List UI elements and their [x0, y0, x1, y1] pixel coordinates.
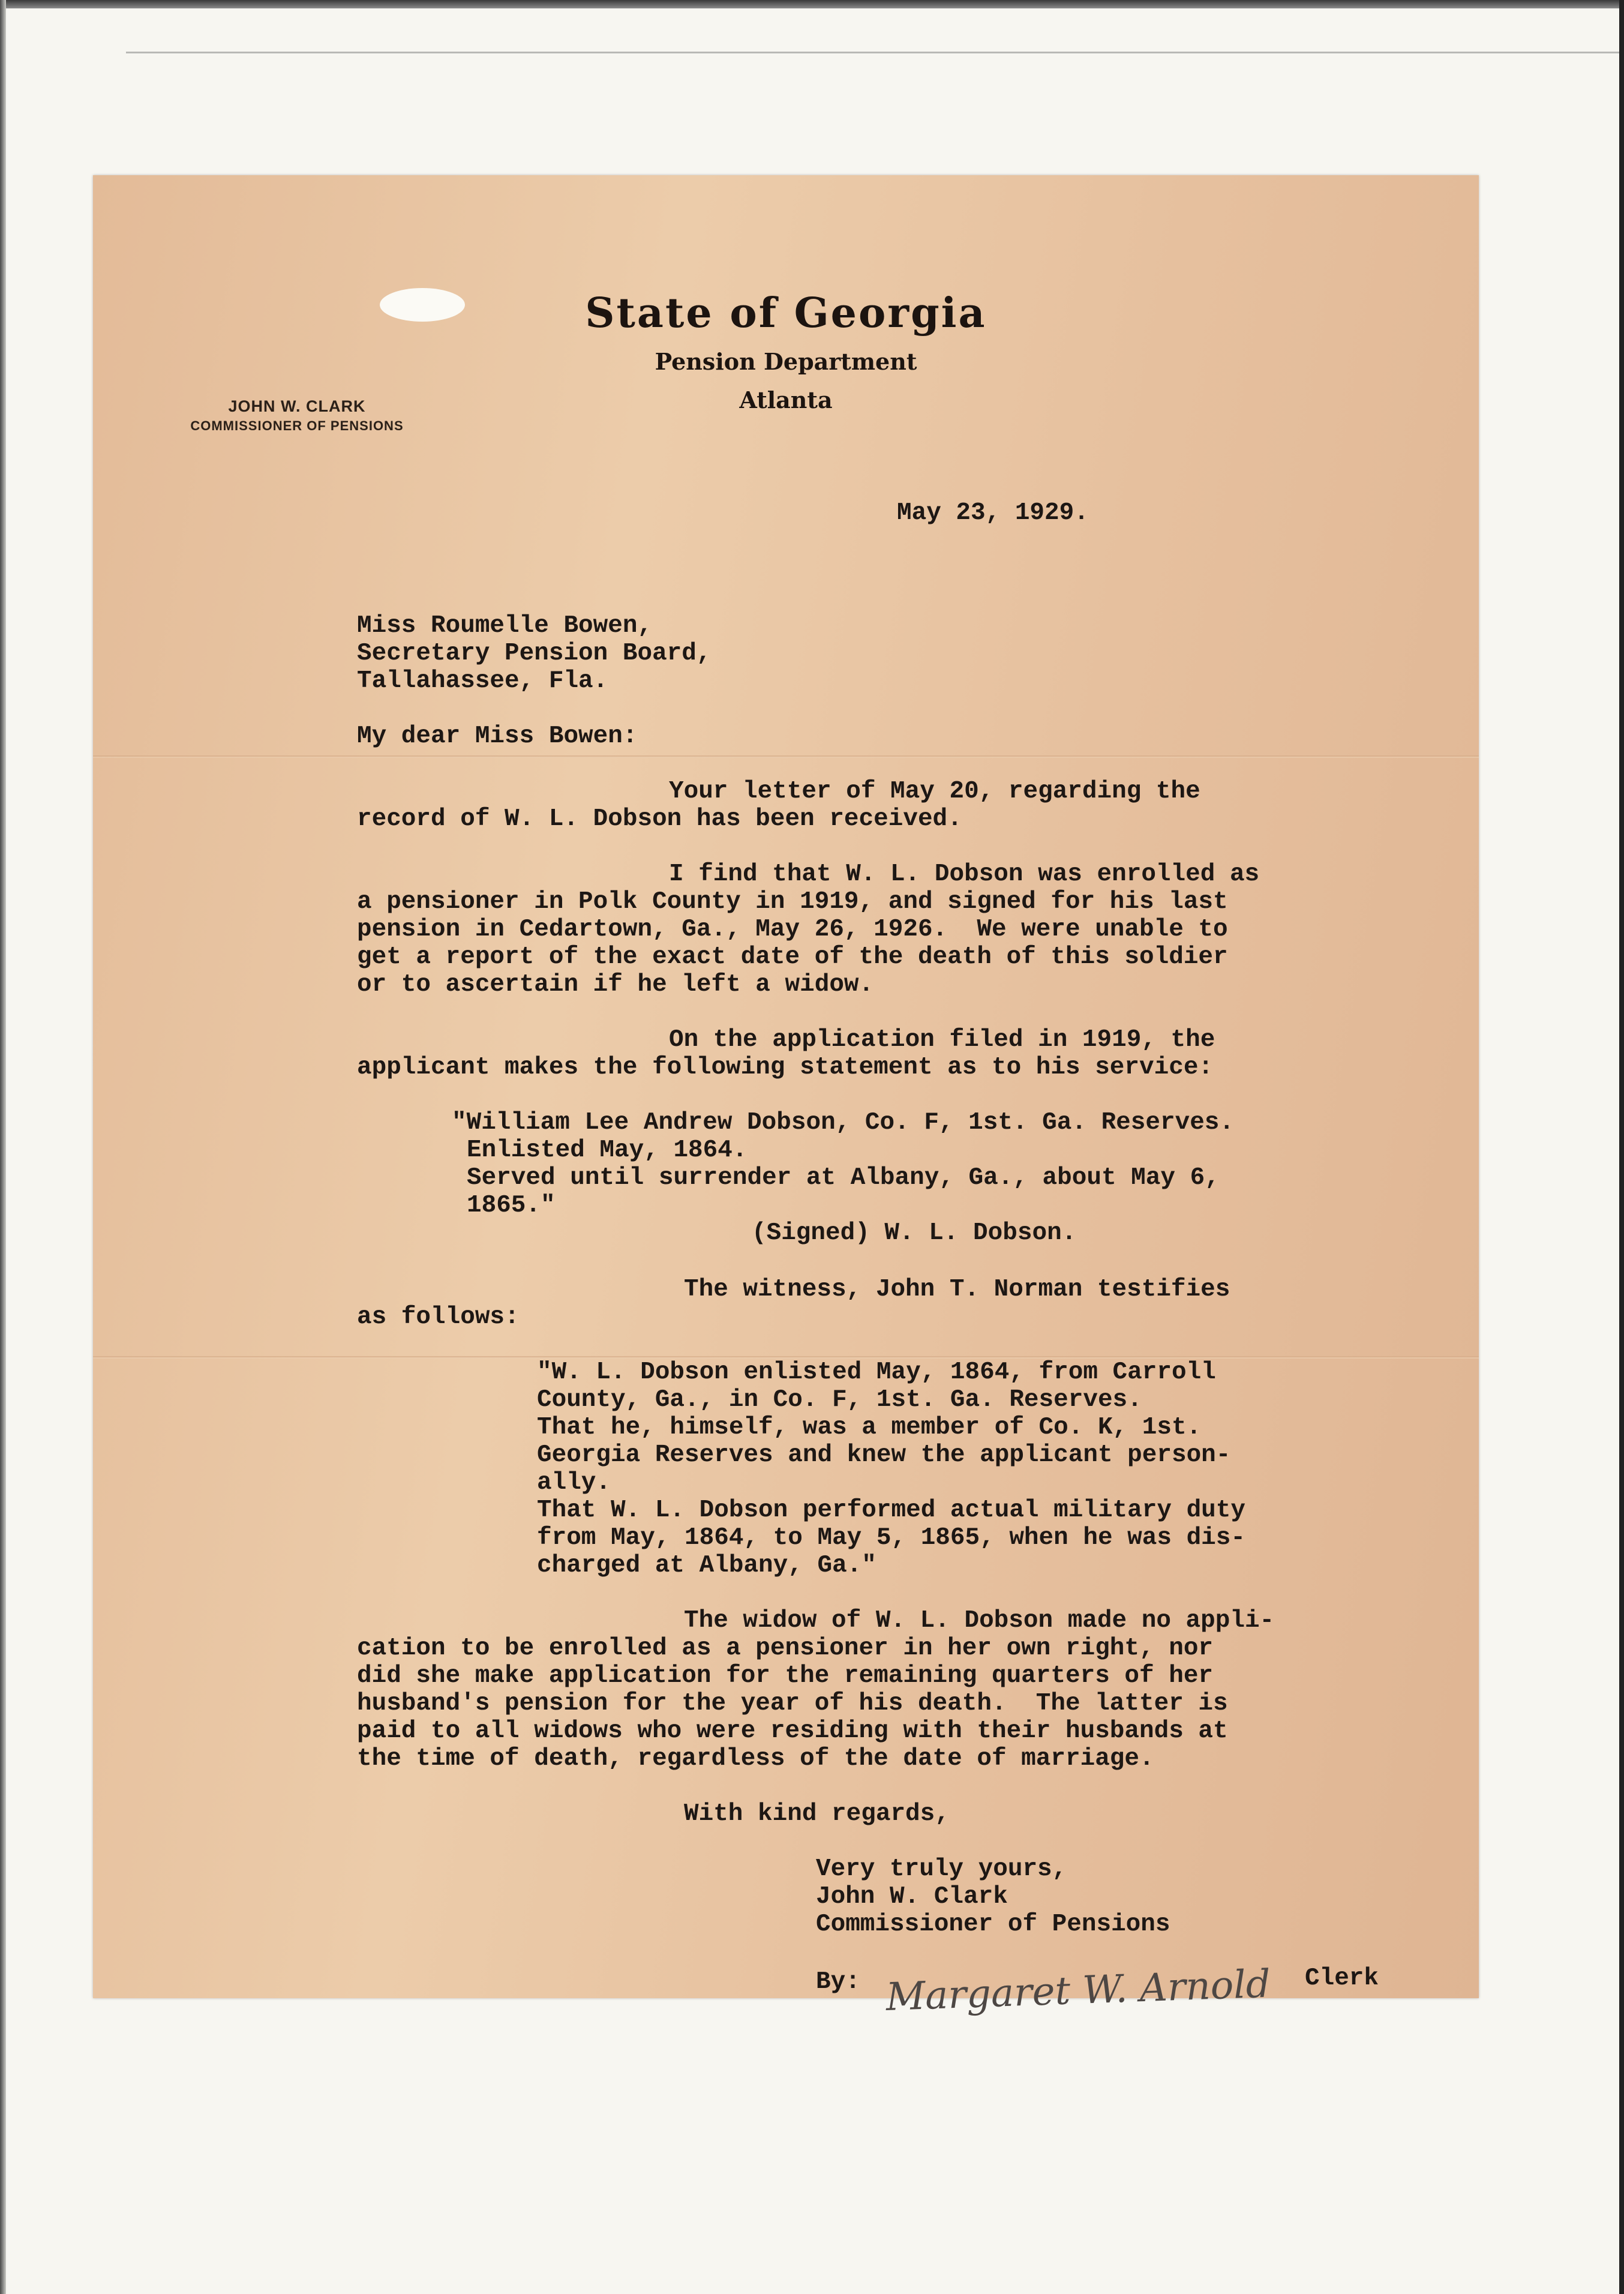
closing-name: John W. Clark — [816, 1883, 1008, 1911]
body-line: On the application filed in 1919, the — [669, 1026, 1215, 1054]
commissioner-title: COMMISSIONER OF PENSIONS — [190, 418, 404, 433]
recipient-city: Tallahassee, Fla. — [357, 667, 608, 695]
recipient-title: Secretary Pension Board, — [357, 640, 712, 667]
letterhead-state: State of Georgia — [585, 289, 987, 337]
quote-line: Enlisted May, 1864. — [467, 1136, 748, 1164]
scan-right-edge — [1619, 0, 1624, 2294]
quote-line: County, Ga., in Co. F, 1st. Ga. Reserves. — [537, 1386, 1142, 1414]
recipient-name: Miss Roumelle Bowen, — [357, 612, 653, 640]
paper-fold-line — [93, 755, 1479, 758]
quote-line: "William Lee Andrew Dobson, Co. F, 1st. Ga. Reserves. — [452, 1109, 1235, 1136]
letter-date: May 23, 1929. — [897, 499, 1089, 527]
body-line: The widow of W. L. Dobson made no appli- — [684, 1607, 1275, 1635]
body-line: applicant makes the following statement as to his service: — [357, 1054, 1214, 1081]
scan-bed-line — [126, 52, 1624, 53]
quote-line: That W. L. Dobson performed actual military duty — [537, 1497, 1245, 1524]
closing-title: Commissioner of Pensions — [816, 1911, 1170, 1938]
scan-top-edge — [0, 0, 1624, 8]
body-line: record of W. L. Dobson has been received. — [357, 805, 962, 833]
letterhead-city: Atlanta — [739, 386, 833, 413]
scan-left-edge — [0, 0, 6, 2294]
body-line: pension in Cedartown, Ga., May 26, 1926. We were unable to — [357, 916, 1228, 943]
quote-signature-line: (Signed) W. L. Dobson. — [752, 1219, 1077, 1247]
quote-line: Served until surrender at Albany, Ga., about May 6, — [467, 1164, 1220, 1192]
body-line: cation to be enrolled as a pensioner in her own right, nor — [357, 1635, 1214, 1662]
salutation: My dear Miss Bowen: — [357, 722, 638, 750]
body-line: the time of death, regardless of the date of marriage. — [357, 1745, 1154, 1773]
quote-line: charged at Albany, Ga." — [537, 1552, 876, 1579]
body-line: get a report of the exact date of the death of this soldier — [357, 943, 1228, 971]
body-line: The witness, John T. Norman testifies — [684, 1276, 1230, 1303]
body-line: Your letter of May 20, regarding the — [669, 778, 1200, 805]
quote-line: 1865." — [467, 1192, 556, 1219]
body-line: I find that W. L. Dobson was enrolled as — [669, 860, 1260, 888]
commissioner-name: JOHN W. CLARK — [228, 397, 366, 415]
body-line: a pensioner in Polk County in 1919, and signed for his last — [357, 888, 1228, 916]
letter-page — [93, 175, 1479, 2020]
quote-line: That he, himself, was a member of Co. K, 1st. — [537, 1414, 1202, 1441]
body-line: did she make application for the remaining quarters of her — [357, 1662, 1214, 1690]
quote-line: Georgia Reserves and knew the applicant person- — [537, 1441, 1231, 1469]
letterhead-commissioner — [153, 397, 441, 434]
body-line: paid to all widows who were residing with their husbands at — [357, 1717, 1228, 1745]
quote-line: "W. L. Dobson enlisted May, 1864, from Carroll — [537, 1359, 1216, 1386]
handwritten-signature: Margaret W. Arnold — [885, 1962, 1271, 2020]
closing-clerk-label: Clerk — [1305, 1965, 1379, 1992]
quote-line: from May, 1864, to May 5, 1865, when he was dis- — [537, 1524, 1245, 1552]
closing-by-label: By: — [816, 1968, 860, 1996]
body-line: as follows: — [357, 1303, 520, 1331]
closing-regards: With kind regards, — [684, 1800, 950, 1828]
body-line: husband's pension for the year of his death. The latter is — [357, 1690, 1228, 1717]
closing-valediction: Very truly yours, — [816, 1855, 1067, 1883]
body-line: or to ascertain if he left a widow. — [357, 971, 874, 998]
quote-line: ally. — [537, 1469, 611, 1497]
letterhead-department: Pension Department — [655, 348, 917, 375]
